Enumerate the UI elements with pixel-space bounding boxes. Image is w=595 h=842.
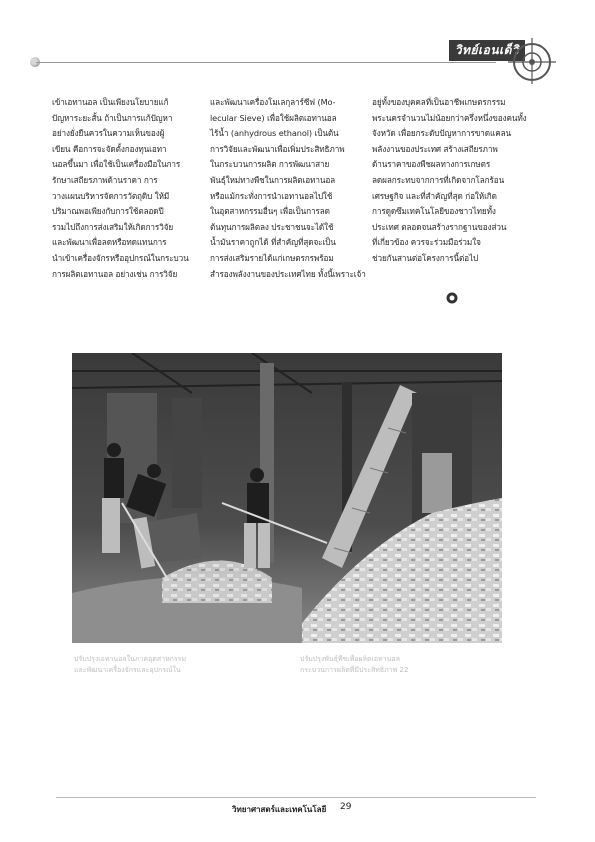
end-mark-icon	[446, 292, 458, 304]
footer-rule	[56, 797, 536, 798]
bleed-through-left: ปรับปรุงเอทานอลในภาคอุตสาหกรรม และพัฒนาเครื่องจักรและอุปกรณ์ใน	[74, 655, 187, 674]
header-rule	[36, 62, 496, 63]
factory-photo	[72, 353, 502, 668]
body-column-2: และพัฒนาเครื่องโมเลกุลาร์ซีฟ (Mo- lecular Sieve) เพื่อใช้ผลิตเอทานอล ไร้น้ำ (anhydrous ethanol) เป็นต้น การวิจัยและพัฒนาเพื่อเพิ่มประสิทธิภาพ ในกระบวนการผลิต การพัฒนาสาย พันธุ์ใหม่ทางพืชในการผลิตเอทานอล หรือแม้กระทั่งการนำเอทานอลไปใช้ ในอุตสาหกรรมอื่นๆ เพื่อเป็นการลด ต้นทุนการผลิตลง ประชาชนจะได้ใช้ น้ำมันราคาถูกได้ ที่สำคัญที่สุดจะเป็น การส่งเสริมรายได้แก่เกษตรกรพร้อม สำรองพลังงานของประเทศไทย ทั้งนี้เพราะเจ้า	[210, 97, 366, 279]
body-column-3: อยู่ทั้งของบุคคลที่เป็นอาชีพเกษตรกรรม พระนครจำนวนไม่น้อยกว่าครึ่งหนึ่งของคนทั้ง จังหวัด เพื่อยกระดับปัญหาการขาดแคลน พลังงานของประเทศ สร้างเสถียรภาพ ด้านราคาของพืชผลทางการเกษตร ลดผลกระทบจากการที่เกิดจากโลกร้อน เศรษฐกิจ และที่สำคัญที่สุด ก่อให้เกิด การดูดซึมเทคโนโลยีของชาวไทยทั้ง ประเทศ ตลอดจนสร้างรากฐานของส่วน ที่เกี่ยวข้อง ควรจะร่วมมือร่วมใจ ช่วยกันสานต่อโครงการนี้ต่อไป	[372, 97, 527, 263]
crosshair-icon	[502, 30, 558, 86]
bleed-through-right: ปรับปรุงพันธุ์พืชเพื่อผลิตเอทานอล กระบวนการผลิตที่มีประสิทธิภาพ 22	[300, 655, 409, 674]
page-number: 29	[340, 802, 352, 812]
section-label: วิทย์เอนเด็วิลดี	[449, 40, 525, 61]
magazine-name: วิทยาศาสตร์และเทคโนโลยี	[232, 805, 327, 814]
body-column-1: เข้าเอทานอล เป็นเพียงนโยบายแก้ ปัญหาระยะสั้น ถ้าเป็นการแก้ปัญหา อย่างยั่งยืนควรในความเห็นของผู้ เขียน คือการจะจัดตั้งกองทุนเอทา นอลขึ้นมา เพื่อใช้เป็นเครื่องมือในการ รักษาเสถียรภาพด้านราคา การ วางแผนบริหารจัดการวัตถุดิบ ให้มี ปริมาณพอเพียงกับการใช้ตลอดปี รวมไปถึงการส่งเสริมให้เกิดการวิจัย และพัฒนาเพื่อลดหรือทดแทนการ นำเข้าเครื่องจักรหรืออุปกรณ์ในกระบวน การผลิตเอทานอล อย่างเช่น การวิจัย	[52, 97, 189, 279]
